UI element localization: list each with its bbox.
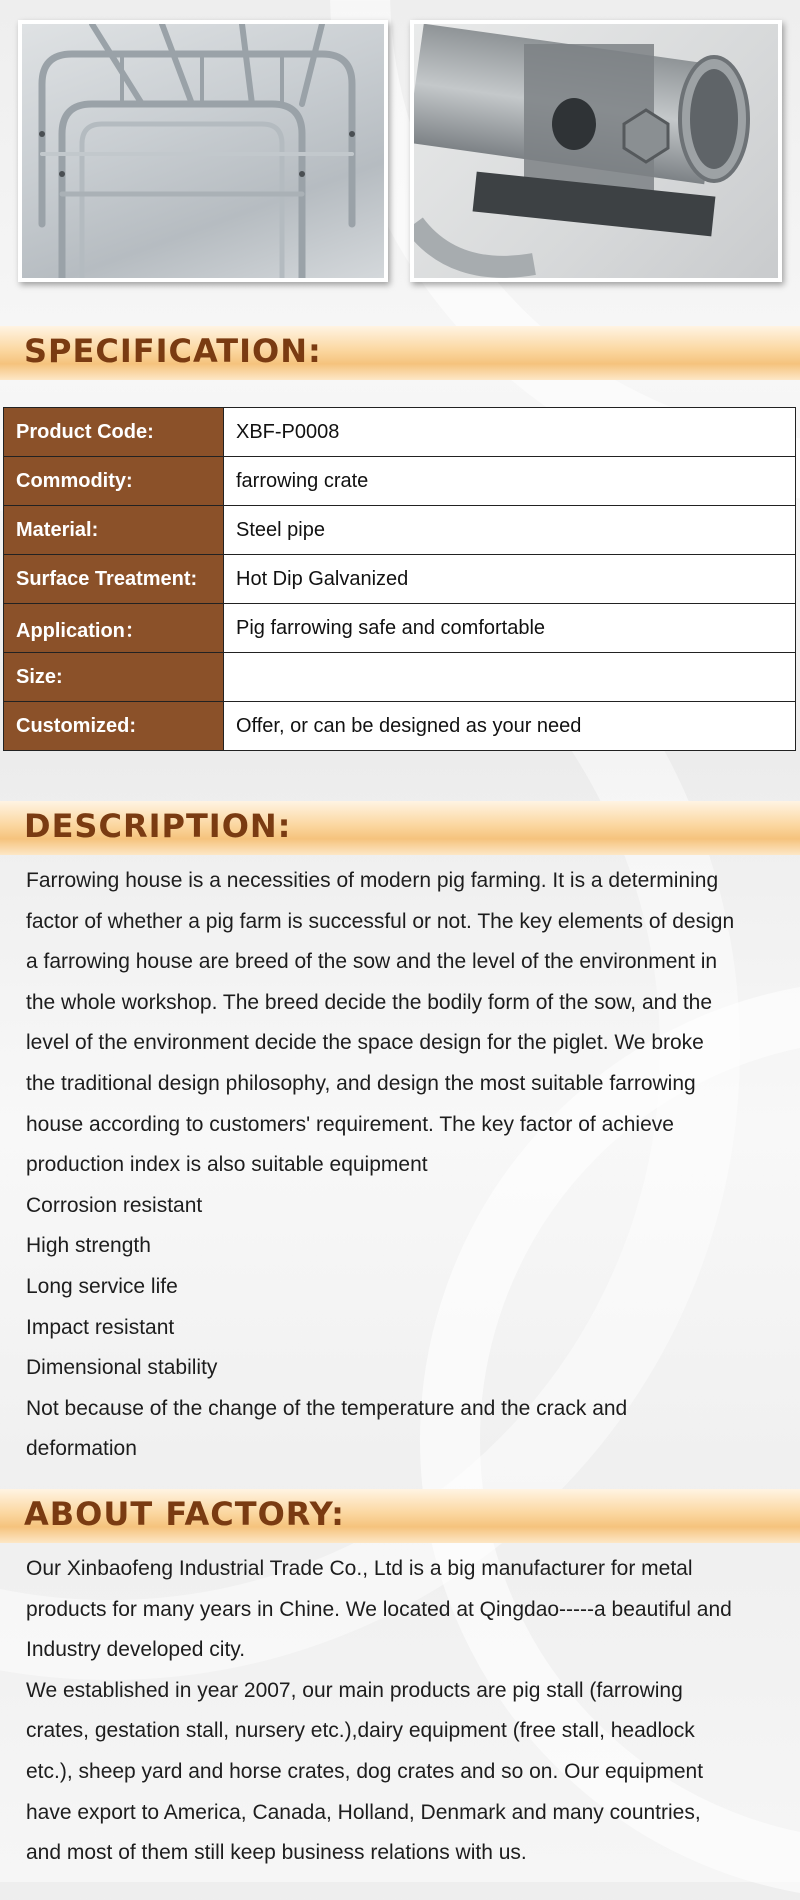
spec-row: [4, 408, 796, 457]
spec-value: XBF-P0008: [224, 408, 796, 457]
spec-row: [4, 653, 796, 702]
specification-table: [3, 407, 796, 751]
spec-row: [4, 702, 796, 751]
spec-value: Offer, or can be designed as your need: [224, 702, 796, 751]
spec-value: farrowing crate: [224, 457, 796, 506]
about-line: Industry developed city.: [26, 1638, 246, 1662]
spec-label: Surface Treatment:: [4, 555, 224, 604]
about-factory-header: [0, 1489, 800, 1543]
about-factory-title: ABOUT FACTORY:: [24, 1495, 345, 1533]
spec-label: Product Code:: [4, 408, 224, 457]
description-line: production index is also suitable equipment: [26, 1153, 428, 1177]
specification-title: SPECIFICATION:: [24, 332, 322, 370]
description-title: DESCRIPTION:: [24, 807, 292, 845]
feature-item: Impact resistant: [26, 1315, 175, 1339]
feature-item: deformation: [26, 1437, 137, 1461]
spec-row: [4, 506, 796, 555]
description-line: level of the environment decide the space design for the piglet. We broke: [26, 1031, 704, 1055]
about-line: products for many years in Chine. We located at Qingdao-----a beautiful and: [26, 1597, 732, 1621]
spec-label: Commodity:: [4, 457, 224, 506]
feature-item: High strength: [26, 1234, 151, 1258]
about-line: have export to America, Canada, Holland, Denmark and many countries,: [26, 1800, 701, 1824]
feature-item: Long service life: [26, 1274, 178, 1298]
feature-item: Dimensional stability: [26, 1356, 218, 1380]
spec-label: Size:: [4, 653, 224, 702]
crate-illustration: [22, 24, 384, 278]
spec-value: Steel pipe: [224, 506, 796, 555]
about-line: Our Xinbaofeng Industrial Trade Co., Ltd is a big manufacturer for metal: [26, 1557, 693, 1580]
spec-row: [4, 604, 796, 653]
clamp-illustration: [414, 24, 778, 278]
spec-label: Material:: [4, 506, 224, 555]
description-line: a farrowing house are breed of the sow and the level of the environment in: [26, 950, 718, 974]
description-text: [26, 861, 786, 1470]
description-header: [0, 801, 800, 855]
spec-row: [4, 555, 796, 604]
description-line: the traditional design philosophy, and design the most suitable farrowing: [26, 1071, 696, 1095]
spec-value: Hot Dip Galvanized: [224, 555, 796, 604]
about-line: etc.), sheep yard and horse crates, dog crates and so on. Our equipment: [26, 1759, 704, 1783]
spec-row: [4, 457, 796, 506]
spec-value: [224, 653, 796, 702]
feature-item: Not because of the change of the temperature and the crack and: [26, 1396, 628, 1420]
spec-label: Application：: [4, 604, 224, 653]
description-line: Farrowing house is a necessities of modern pig farming. It is a determining: [26, 869, 719, 892]
feature-item: Corrosion resistant: [26, 1193, 203, 1217]
about-line: We established in year 2007, our main products are pig stall (farrowing: [26, 1678, 683, 1702]
description-line: the whole workshop. The breed decide the bodily form of the sow, and the: [26, 990, 713, 1014]
specification-header: [0, 326, 800, 380]
spec-label: Customized:: [4, 702, 224, 751]
about-line: crates, gestation stall, nursery etc.),dairy equipment (free stall, headlock: [26, 1719, 695, 1743]
description-line: house according to customers' requirement. The key factor of achieve: [26, 1112, 674, 1136]
product-photo-crate: [18, 20, 388, 282]
description-line: factor of whether a pig farm is successful or not. The key elements of design: [26, 909, 735, 933]
about-factory-text: [26, 1549, 786, 1874]
spec-value: Pig farrowing safe and comfortable: [224, 604, 796, 653]
product-photo-clamp: [410, 20, 782, 282]
about-line: and most of them still keep business relations with us.: [26, 1841, 527, 1865]
